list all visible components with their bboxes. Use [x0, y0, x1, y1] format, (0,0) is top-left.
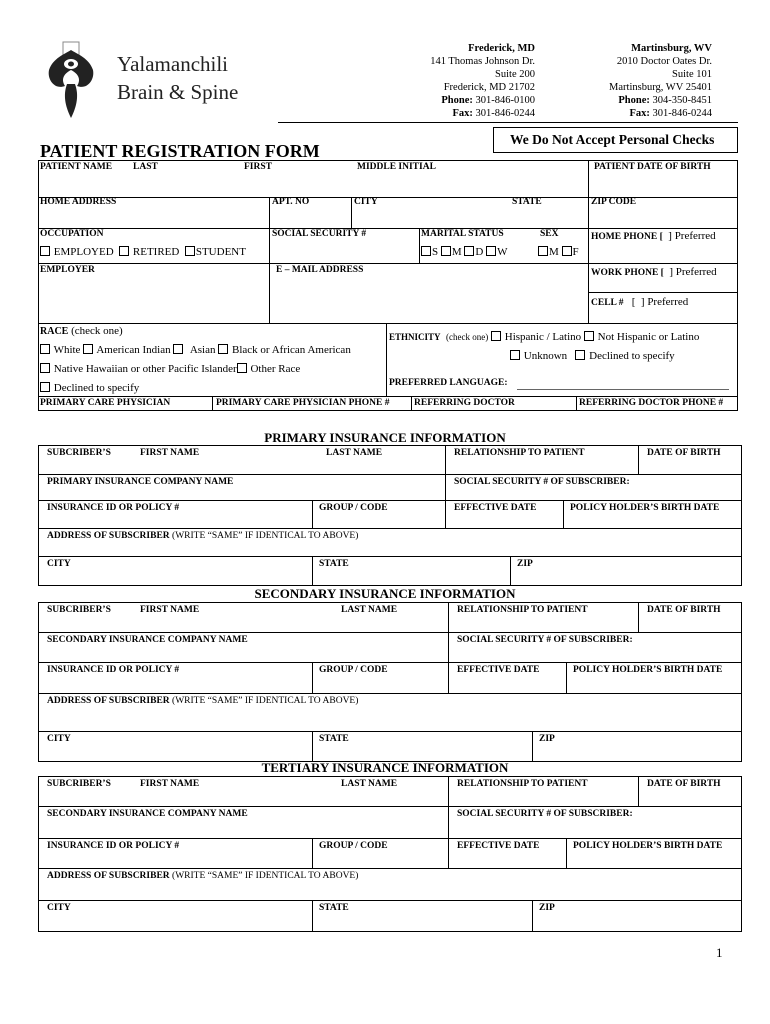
insurance-heading: PRIMARY INSURANCE INFORMATION	[264, 430, 506, 445]
office-street: 141 Thomas Johnson Dr.	[430, 56, 535, 67]
col-divider	[638, 445, 639, 474]
relationship-label: RELATIONSHIP TO PATIENT	[454, 448, 585, 458]
office-phone: 304-350-8451	[652, 95, 712, 106]
ethnicity-row1	[389, 331, 699, 343]
race-options-row1	[40, 344, 351, 356]
white-checkbox[interactable]	[40, 344, 50, 354]
col-divider	[563, 500, 564, 528]
subscriber-address-label	[47, 696, 358, 706]
row-divider	[38, 731, 742, 732]
row-divider	[38, 838, 742, 839]
ins-last-name-label: LAST NAME	[341, 779, 398, 789]
sex-m-checkbox[interactable]	[538, 246, 548, 256]
home-phone-label	[591, 230, 716, 242]
effective-date-label: EFFECTIVE DATE	[457, 665, 540, 675]
row-divider	[38, 632, 742, 633]
ins-state-label: STATE	[319, 559, 349, 569]
race-declined-label: Declined to specify	[53, 382, 140, 394]
relationship-label: RELATIONSHIP TO PATIENT	[457, 605, 588, 615]
race-heading	[40, 325, 123, 337]
page-title: PATIENT REGISTRATION FORM	[40, 141, 320, 161]
insurance-heading: SECONDARY INSURANCE INFORMATION	[254, 586, 516, 601]
address-note: (WRITE “SAME” IF IDENTICAL TO ABOVE)	[172, 871, 359, 881]
hispanic-checkbox[interactable]	[491, 331, 501, 341]
subscriber-name-field[interactable]	[42, 461, 445, 474]
ins-last-name-label: LAST NAME	[341, 605, 398, 615]
col-divider	[212, 396, 213, 411]
phone-label: Phone:	[618, 95, 650, 106]
employed-label: EMPLOYED	[53, 246, 114, 258]
logo	[45, 40, 265, 122]
address-note: (WRITE “SAME” IF IDENTICAL TO ABOVE)	[172, 696, 359, 706]
row-divider	[38, 900, 742, 901]
phone-label: Phone:	[441, 95, 473, 106]
col-divider	[411, 396, 412, 411]
cell-label	[591, 296, 688, 308]
not-hispanic-label: Not Hispanic or Latino	[597, 331, 700, 343]
ethnicity-row2	[510, 350, 675, 362]
subscriber-address-field[interactable]	[42, 708, 742, 731]
col-divider	[532, 731, 533, 762]
row-divider	[38, 474, 742, 475]
cell-bracket: [	[631, 296, 636, 308]
ins-city-label: CITY	[47, 559, 71, 569]
col-divider	[532, 900, 533, 932]
hispanic-label: Hispanic / Latino	[504, 331, 582, 343]
language-label: PREFERRED LANGUAGE:	[389, 378, 508, 388]
pcp-label: PRIMARY CARE PHYSICIAN	[40, 398, 171, 408]
row-divider	[38, 323, 738, 324]
col-divider	[638, 776, 639, 806]
preferred-text: ] Preferred	[668, 230, 716, 242]
subscriber-label: SUBCRIBER’S	[47, 605, 111, 615]
office-phone: 301-846-0100	[475, 95, 535, 106]
subscriber-address-field[interactable]	[42, 543, 742, 556]
retired-label: RETIRED	[132, 246, 180, 258]
subscriber-ssn-label: SOCIAL SECURITY # OF SUBSCRIBER:	[454, 477, 630, 487]
notice-text: We Do Not Accept Personal Checks	[510, 132, 715, 147]
unknown-checkbox[interactable]	[510, 350, 520, 360]
ins-first-name-label: FIRST NAME	[140, 779, 200, 789]
black-checkbox[interactable]	[218, 344, 228, 354]
relationship-label: RELATIONSHIP TO PATIENT	[457, 779, 588, 789]
city-label: CITY	[354, 197, 378, 207]
col-divider	[576, 396, 577, 411]
work-phone-text: WORK PHONE [	[591, 268, 664, 278]
marital-d-checkbox[interactable]	[464, 246, 474, 256]
email-field[interactable]	[272, 280, 589, 322]
hawaiian-label: Native Hawaiian or other Pacific Islander	[53, 363, 237, 375]
cell-text: CELL #	[591, 298, 624, 308]
row-divider	[38, 263, 738, 264]
dob-label: PATIENT DATE OF BIRTH	[594, 162, 711, 172]
row-divider	[38, 500, 742, 501]
logo-emblem-icon	[45, 40, 115, 120]
col-divider	[448, 776, 449, 868]
office-citystate: Martinsburg, WV 25401	[609, 82, 712, 93]
apt-label: APT. NO	[272, 197, 310, 207]
retired-checkbox[interactable]	[119, 246, 129, 256]
office-city: Martinsburg, WV	[631, 43, 712, 54]
company-label: PRIMARY INSURANCE COMPANY NAME	[47, 477, 234, 487]
referring-doctor-label: REFERRING DOCTOR	[414, 398, 515, 408]
ethnicity-check-one: (check one)	[446, 332, 489, 342]
office-street: 2010 Doctor Oates Dr.	[616, 56, 712, 67]
patient-dob-field[interactable]	[591, 176, 739, 196]
subscriber-address-label	[47, 871, 358, 881]
not-hispanic-checkbox[interactable]	[584, 331, 594, 341]
state-label: STATE	[512, 197, 542, 207]
sex-options	[538, 246, 579, 258]
subscriber-name-field[interactable]	[42, 792, 448, 806]
fax-label: Fax:	[629, 108, 650, 119]
logo-tagline: Brain & Spine	[117, 80, 239, 104]
race-label: RACE	[40, 326, 69, 337]
home-address-field[interactable]	[40, 210, 270, 228]
marital-d-label: D	[475, 246, 484, 258]
row-divider	[38, 396, 738, 397]
marital-options	[421, 246, 508, 258]
office-frederick	[430, 42, 535, 120]
asian-label: Asian	[189, 344, 216, 356]
american-indian-checkbox[interactable]	[83, 344, 93, 354]
office-fax: 301-846-0244	[652, 108, 712, 119]
col-divider	[445, 445, 446, 528]
subscriber-address-field[interactable]	[42, 883, 742, 900]
subscriber-name-field[interactable]	[42, 618, 448, 632]
race-declined-checkbox[interactable]	[40, 382, 50, 392]
col-divider	[448, 602, 449, 693]
unknown-label: Unknown	[523, 350, 568, 362]
white-label: White	[53, 344, 81, 356]
col-divider	[351, 197, 352, 228]
employer-label: EMPLOYER	[40, 265, 95, 275]
ins-state-label: STATE	[319, 903, 349, 913]
marital-w-label: W	[497, 246, 508, 258]
preferred-text: ] Preferred	[669, 266, 717, 278]
logo-name: Yalamanchili	[117, 52, 229, 76]
employment-options	[40, 246, 246, 258]
occupation-label: OCCUPATION	[40, 229, 104, 239]
language-field[interactable]	[517, 375, 733, 391]
last-name-label: LAST	[133, 162, 158, 172]
ethnicity-declined-label: Declined to specify	[589, 350, 675, 362]
marital-m-checkbox[interactable]	[441, 246, 451, 256]
holder-dob-label: POLICY HOLDER’S BIRTH DATE	[570, 503, 720, 513]
sex-label: SEX	[540, 229, 559, 239]
sex-m-label: M	[549, 246, 559, 258]
ins-state-label: STATE	[319, 734, 349, 744]
home-address-label: HOME ADDRESS	[40, 197, 117, 207]
subscriber-ssn-label: SOCIAL SECURITY # OF SUBSCRIBER:	[457, 635, 633, 645]
fax-label: Fax:	[452, 108, 473, 119]
zip-label: ZIP CODE	[591, 197, 637, 207]
email-label: E – MAIL ADDRESS	[276, 265, 364, 275]
col-divider	[638, 602, 639, 632]
address-note: (WRITE “SAME” IF IDENTICAL TO ABOVE)	[172, 531, 359, 541]
holder-dob-label: POLICY HOLDER’S BIRTH DATE	[573, 665, 723, 675]
ssn-label: SOCIAL SECURITY #	[272, 229, 367, 239]
employed-checkbox[interactable]	[40, 246, 50, 256]
patient-name-field[interactable]	[40, 176, 589, 196]
row-divider	[588, 292, 738, 293]
group-label: GROUP / CODE	[319, 665, 388, 675]
col-divider	[312, 500, 313, 528]
first-name-label: FIRST	[244, 162, 272, 172]
race-options-row2	[40, 363, 300, 375]
effective-date-label: EFFECTIVE DATE	[454, 503, 537, 513]
preferred-text: ] Preferred	[640, 296, 689, 308]
student-label: STUDENT	[195, 246, 246, 258]
sex-f-checkbox[interactable]	[562, 246, 572, 256]
other-race-checkbox[interactable]	[237, 363, 247, 373]
col-divider	[312, 556, 313, 586]
ins-dob-label: DATE OF BIRTH	[647, 605, 721, 615]
ins-last-name-label: LAST NAME	[326, 448, 383, 458]
employer-field[interactable]	[40, 280, 270, 322]
header-rule	[278, 122, 738, 123]
page-number: 1	[716, 945, 723, 960]
address-text: ADDRESS OF SUBSCRIBER	[47, 531, 170, 541]
office-suite: Suite 101	[672, 69, 712, 80]
col-divider	[510, 556, 511, 586]
other-race-label: Other Race	[250, 363, 301, 375]
office-citystate: Frederick, MD 21702	[443, 82, 535, 93]
company-label: SECONDARY INSURANCE COMPANY NAME	[47, 809, 248, 819]
pcp-phone-label: PRIMARY CARE PHYSICIAN PHONE #	[216, 398, 390, 408]
middle-initial-label: MIDDLE INITIAL	[357, 162, 436, 172]
col-divider	[312, 838, 313, 868]
ins-first-name-label: FIRST NAME	[140, 605, 200, 615]
col-divider	[312, 662, 313, 693]
effective-date-label: EFFECTIVE DATE	[457, 841, 540, 851]
race-check-one: (check one)	[71, 325, 123, 337]
ins-dob-label: DATE OF BIRTH	[647, 779, 721, 789]
referring-phone-label: REFERRING DOCTOR PHONE #	[579, 398, 724, 408]
work-phone-label	[591, 266, 717, 278]
subscriber-label: SUBCRIBER’S	[47, 779, 111, 789]
marital-s-checkbox[interactable]	[421, 246, 431, 256]
holder-dob-label: POLICY HOLDER’S BIRTH DATE	[573, 841, 723, 851]
american-indian-label: American Indian	[96, 344, 171, 356]
group-label: GROUP / CODE	[319, 503, 388, 513]
col-divider	[386, 323, 387, 396]
student-checkbox[interactable]	[185, 246, 195, 256]
col-divider	[566, 662, 567, 693]
ethnicity-label: ETHNICITY	[389, 332, 441, 342]
office-martinsburg	[609, 42, 712, 120]
marital-s-label: S	[432, 246, 439, 258]
col-divider	[312, 731, 313, 762]
hawaiian-checkbox[interactable]	[40, 363, 50, 373]
row-divider	[38, 556, 742, 557]
marital-status-label: MARITAL STATUS	[421, 229, 504, 239]
subscriber-label: SUBCRIBER’S	[47, 448, 111, 458]
col-divider	[419, 228, 420, 263]
race-options-row3	[40, 382, 139, 394]
policy-label: INSURANCE ID OR POLICY #	[47, 665, 180, 675]
company-label: SECONDARY INSURANCE COMPANY NAME	[47, 635, 248, 645]
policy-label: INSURANCE ID OR POLICY #	[47, 503, 180, 513]
ins-dob-label: DATE OF BIRTH	[647, 448, 721, 458]
asian-checkbox[interactable]	[173, 344, 183, 354]
ins-city-label: CITY	[47, 903, 71, 913]
address-text: ADDRESS OF SUBSCRIBER	[47, 871, 170, 881]
col-divider	[566, 838, 567, 868]
col-divider	[312, 900, 313, 932]
patient-name-label: PATIENT NAME	[40, 162, 113, 172]
row-divider	[38, 528, 742, 529]
ins-zip-label: ZIP	[539, 903, 555, 913]
row-divider	[38, 693, 742, 694]
policy-label: INSURANCE ID OR POLICY #	[47, 841, 180, 851]
office-fax: 301-846-0244	[475, 108, 535, 119]
subscriber-ssn-label: SOCIAL SECURITY # OF SUBSCRIBER:	[457, 809, 633, 819]
ins-zip-label: ZIP	[539, 734, 555, 744]
ethnicity-declined-checkbox[interactable]	[575, 350, 585, 360]
office-suite: Suite 200	[495, 69, 535, 80]
row-divider	[38, 662, 742, 663]
row-divider	[38, 228, 738, 229]
ins-city-label: CITY	[47, 734, 71, 744]
marital-m-label: M	[451, 246, 462, 258]
row-divider	[38, 868, 742, 869]
ins-first-name-label: FIRST NAME	[140, 448, 200, 458]
marital-w-checkbox[interactable]	[486, 246, 496, 256]
office-city: Frederick, MD	[468, 43, 535, 54]
ins-zip-label: ZIP	[517, 559, 533, 569]
home-phone-text: HOME PHONE [	[591, 232, 663, 242]
insurance-heading: TERTIARY INSURANCE INFORMATION	[261, 760, 509, 775]
row-divider	[38, 806, 742, 807]
address-text: ADDRESS OF SUBSCRIBER	[47, 696, 170, 706]
black-label: Black or African American	[232, 344, 351, 356]
subscriber-address-label	[47, 531, 358, 541]
sex-f-label: F	[572, 246, 579, 258]
group-label: GROUP / CODE	[319, 841, 388, 851]
